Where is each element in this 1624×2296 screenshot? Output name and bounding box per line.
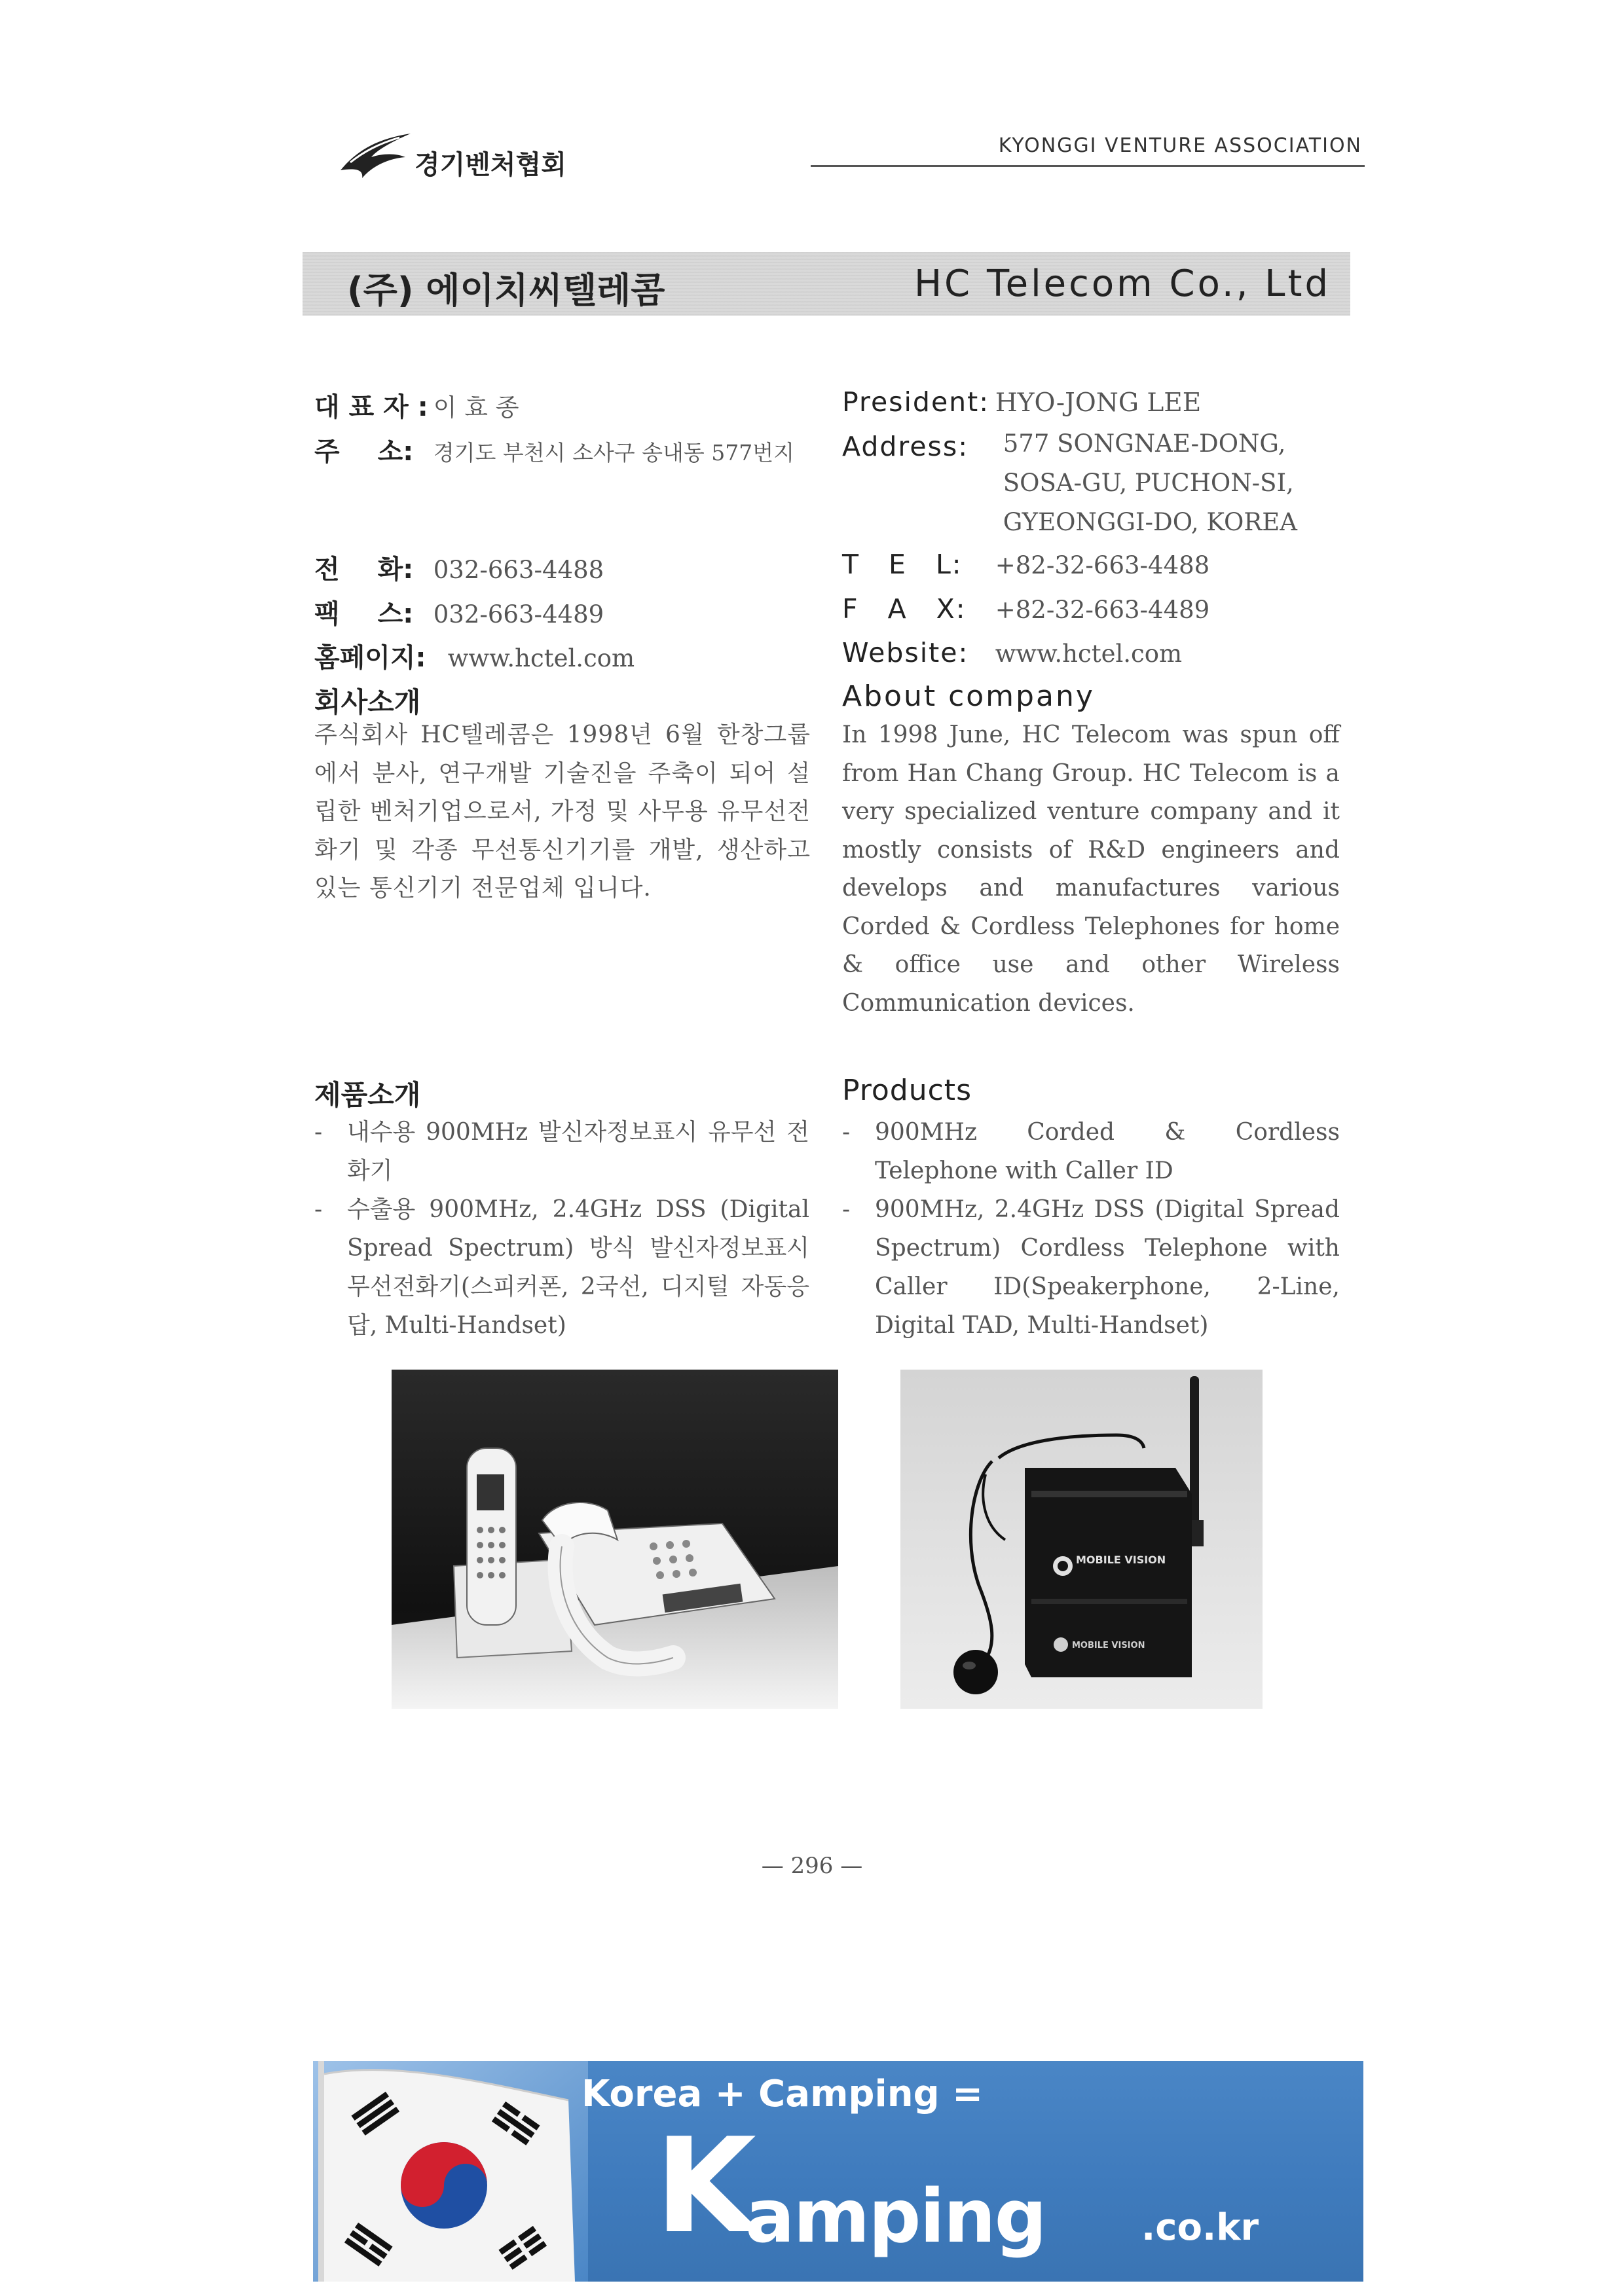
product-item-ko-2: 수출용 900MHz, 2.4GHz DSS (Digital Spread Spectrum) 방식 발신자정보표시 무선전화기(스피커폰, 2국선, 디지털 자동응답, Multi-Handset) [347,1196,809,1339]
address-label-ko: 주 소: [314,437,414,467]
product-item-ko-1: 내수용 900MHz 발신자정보표시 유무선 전화기 [347,1119,809,1184]
telephones-illustration [392,1370,838,1709]
about-heading-en: About company [842,680,1095,713]
president-row-ko [314,386,519,424]
banner-brand-k: K [655,2110,756,2263]
homepage-row-ko [314,637,635,674]
address-label-en: Address: [842,431,969,462]
banner-brand-name: amping [745,2174,1046,2259]
phone-label-ko: 전 화: [314,555,414,585]
fax-value-en: +82-32-663-4489 [995,596,1210,624]
banner-brand-domain: .co.kr [1141,2206,1259,2249]
device-brand-label-2: MOBILE VISION [1072,1641,1145,1650]
address-line-3-en: GYEONGGI-DO, KOREA [1003,508,1297,536]
address-value-en [1003,424,1297,542]
tel-row-en [842,549,1209,580]
association-logo [337,124,612,183]
logo-text: 경기벤처협회 [415,150,566,180]
address-row-en [842,431,1297,542]
address-line-2-en: SOSA-GU, PUCHON-SI, [1003,469,1294,497]
president-value-ko: 이 효 종 [433,393,519,422]
phone-value-ko: 032-663-4488 [433,556,604,584]
president-label-ko: 대 표 자 : [314,392,428,422]
telephone-product-photo [392,1370,838,1709]
company-name-english: HC Telecom Co., Ltd [913,263,1331,305]
website-label-en: Website: [842,637,969,668]
product-list-ko [314,1113,809,1345]
wireless-device-illustration [900,1370,1263,1709]
list-item: - 내수용 900MHz 발신자정보표시 유무선 전화기 [314,1119,809,1184]
association-name: KYONGGI VENTURE ASSOCIATION [998,134,1362,157]
president-row-en [842,386,1201,418]
phone-row-ko [314,549,604,586]
tel-label-en: T E L: [842,549,963,580]
about-text-ko: 주식회사 HC텔레콤은 1998년 6월 한창그룹에서 분사, 연구개발 기술진을 주축이 되어 설립한 벤처기업으로서, 가정 및 사무용 유무선전화기 및 각종 무선통신기기를 개발, 생산하고 있는 통신기기 전문업체 입니다. [314,721,811,902]
page-number: — 296 — [761,1853,863,1879]
list-item: - 900MHz Corded & Cordless Telephone with Caller ID [842,1119,1340,1184]
president-value-en: HYO-JONG LEE [995,388,1202,418]
company-name-korean: (주) 에이치씨텔레콤 [347,270,665,311]
product-item-en-2: 900MHz, 2.4GHz DSS (Digital Spread Spectrum) Cordless Telephone with Caller ID(Speakerphone, 2-Line, Digital TAD, Multi-Handset) [875,1196,1340,1339]
list-item: - 수출용 900MHz, 2.4GHz DSS (Digital Spread Spectrum) 방식 발신자정보표시 무선전화기(스피커폰, 2국선, 디지털 자동응답, Multi-Handset) [314,1196,809,1339]
list-item: - 900MHz, 2.4GHz DSS (Digital Spread Spectrum) Cordless Telephone with Caller ID(Speakerphone, 2-Line, Digital TAD, Multi-Handset) [842,1196,1340,1339]
website-value-en[interactable]: www.hctel.com [995,640,1183,668]
company-title-bar [303,252,1350,316]
fax-row-ko [314,593,604,630]
president-label-en: President: [842,386,990,418]
address-line-1-en: 577 SONGNAE-DONG, [1003,429,1286,458]
address-row-ko [314,431,794,468]
kamping-banner-ad[interactable] [313,2061,1363,2282]
about-text-en: In 1998 June, HC Telecom was spun off from Han Chang Group. HC Telecom is a very specialized venture company and it mostly consists of R&D engineers and develops and manufactures various Corded & Cordless Telephones for home & office use and other Wireless Communication devices. [842,721,1340,1017]
swallow-logo-icon [337,124,413,183]
wireless-device-photo [900,1370,1263,1709]
website-row-en [842,637,1182,668]
products-heading-ko: 제품소개 [314,1079,421,1111]
banner-tagline: Korea + Camping = [581,2073,984,2115]
product-item-en-1: 900MHz Corded & Cordless Telephone with Caller ID [875,1119,1340,1184]
fax-row-en [842,593,1209,625]
header-rule [811,165,1365,167]
korean-flag-icon [313,2061,588,2282]
address-value-ko: 경기도 부천시 소사구 송내동 577번지 [433,440,795,465]
products-heading-en: Products [842,1074,972,1107]
homepage-label-ko: 홈페이지: [314,643,426,673]
device-brand-label-1: MOBILE VISION [1076,1554,1166,1566]
homepage-value-ko[interactable]: www.hctel.com [447,644,635,672]
fax-label-ko: 팩 스: [314,599,414,629]
product-list-en [842,1113,1340,1345]
fax-label-en: F A X: [842,593,967,625]
tel-value-en: +82-32-663-4488 [995,551,1210,579]
about-heading-ko: 회사소개 [314,686,421,718]
fax-value-ko: 032-663-4489 [433,600,604,629]
